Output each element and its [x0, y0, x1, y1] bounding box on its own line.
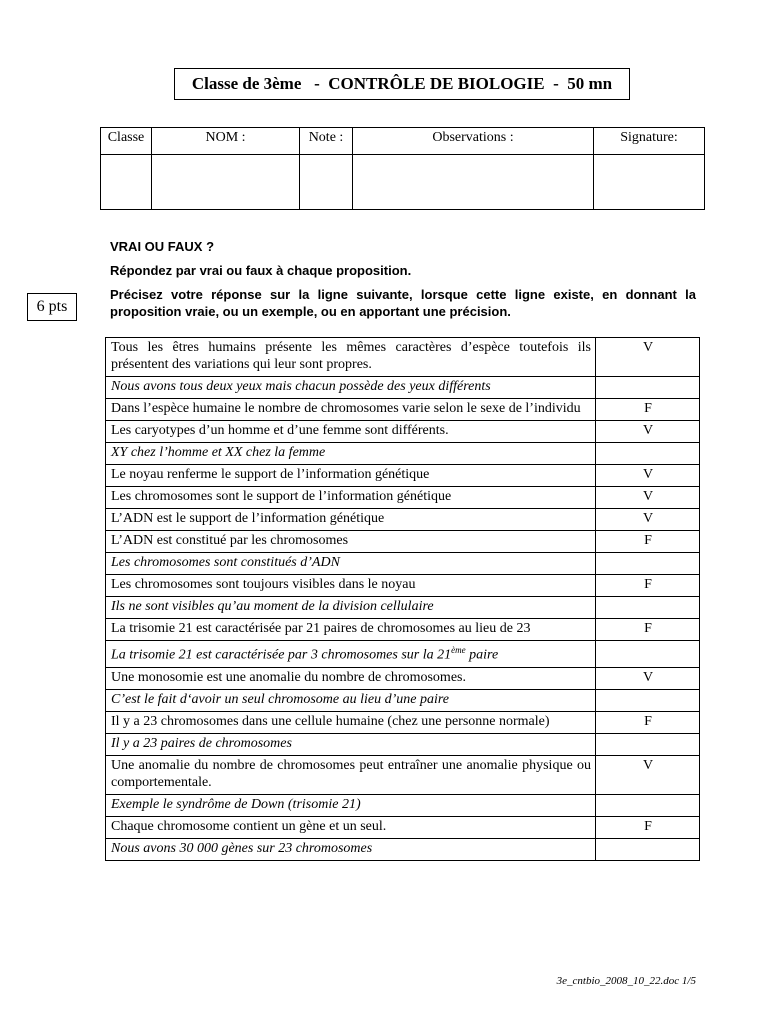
table-row [106, 794, 700, 816]
statement-cell: Tous les êtres humains présente les mêmes caractères d’espèce toutefois ils présentent des variations qui leur sont propres. [106, 338, 596, 377]
statement-cell: La trisomie 21 est caractérisée par 21 paires de chromosomes au lieu de 23 [106, 619, 596, 641]
true-false-table [105, 337, 700, 861]
header-observations: Observations : [353, 128, 594, 155]
answer-cell: F [596, 711, 700, 733]
correction-cell: Il y a 23 paires de chromosomes [106, 733, 596, 755]
instruction-line-1: Répondez par vrai ou faux à chaque proposition. [110, 263, 412, 278]
answer-cell [596, 553, 700, 575]
table-row [106, 531, 700, 553]
table-row [106, 338, 700, 377]
table-row [106, 816, 700, 838]
table-row [106, 377, 700, 399]
correction-cell: XY chez l’homme et XX chez la femme [106, 443, 596, 465]
statement-cell: Une monosomie est une anomalie du nombre de chromosomes. [106, 667, 596, 689]
table-row [106, 443, 700, 465]
statement-cell: Les chromosomes sont le support de l’information génétique [106, 487, 596, 509]
table-row [106, 689, 700, 711]
correction-cell: Ils ne sont visibles qu’au moment de la division cellulaire [106, 597, 596, 619]
answer-cell: F [596, 399, 700, 421]
answer-cell: V [596, 338, 700, 377]
statement-cell: Le noyau renferme le support de l’information génétique [106, 465, 596, 487]
nom-cell [152, 155, 300, 210]
statement-cell: Il y a 23 chromosomes dans une cellule humaine (chez une personne normale) [106, 711, 596, 733]
table-row [106, 733, 700, 755]
answer-cell: V [596, 487, 700, 509]
answer-cell: F [596, 619, 700, 641]
table-row [106, 399, 700, 421]
points-badge: 6 pts [27, 293, 77, 321]
statement-cell: L’ADN est le support de l’information génétique [106, 509, 596, 531]
header-nom: NOM : [152, 128, 300, 155]
correction-cell: Nous avons tous deux yeux mais chacun possède des yeux différents [106, 377, 596, 399]
answer-cell: V [596, 465, 700, 487]
answer-cell [596, 377, 700, 399]
header-classe: Classe [101, 128, 152, 155]
table-row [106, 575, 700, 597]
table-row [106, 838, 700, 860]
statement-cell: Les caryotypes d’un homme et d’une femme sont différents. [106, 421, 596, 443]
statement-cell: Dans l’espèce humaine le nombre de chromosomes varie selon le sexe de l’individu [106, 399, 596, 421]
table-row [106, 597, 700, 619]
correction-cell: Nous avons 30 000 gènes sur 23 chromosomes [106, 838, 596, 860]
page-title: Classe de 3ème - CONTRÔLE DE BIOLOGIE - 50 mn [174, 68, 630, 100]
instruction-line-2: Précisez votre réponse sur la ligne suivante, lorsque cette ligne existe, en donnant la proposition vraie, ou un exemple, ou en apportant une précision. [110, 287, 696, 319]
signature-cell [594, 155, 705, 210]
table-row [106, 487, 700, 509]
answer-cell [596, 838, 700, 860]
header-note: Note : [300, 128, 353, 155]
observations-cell [353, 155, 594, 210]
statement-cell: Chaque chromosome contient un gène et un seul. [106, 816, 596, 838]
correction-cell: C’est le fait d‘avoir un seul chromosome au lieu d’une paire [106, 689, 596, 711]
table-row [106, 465, 700, 487]
table-row [106, 641, 700, 668]
answer-cell: F [596, 531, 700, 553]
answer-cell [596, 689, 700, 711]
answer-cell: V [596, 667, 700, 689]
answer-cell: F [596, 816, 700, 838]
answer-cell [596, 597, 700, 619]
classe-cell [101, 155, 152, 210]
table-row [106, 619, 700, 641]
table-row [106, 667, 700, 689]
answer-cell [596, 733, 700, 755]
student-info-table [100, 127, 705, 210]
footer-filename: 3e_cntbio_2008_10_22.doc 1/5 [556, 975, 696, 987]
correction-cell: La trisomie 21 est caractérisée par 3 chromosomes sur la 21ème paire [106, 641, 596, 668]
section-heading: VRAI OU FAUX ? [110, 239, 215, 254]
answer-cell: F [596, 575, 700, 597]
table-row [106, 755, 700, 794]
table-row [106, 711, 700, 733]
answer-cell [596, 443, 700, 465]
correction-cell: Exemple le syndrôme de Down (trisomie 21) [106, 794, 596, 816]
table-row [106, 421, 700, 443]
note-cell [300, 155, 353, 210]
answer-cell: V [596, 421, 700, 443]
header-signature: Signature: [594, 128, 705, 155]
table-row [106, 553, 700, 575]
answer-cell [596, 641, 700, 668]
answer-cell: V [596, 509, 700, 531]
correction-cell: Les chromosomes sont constitués d’ADN [106, 553, 596, 575]
statement-cell: L’ADN est constitué par les chromosomes [106, 531, 596, 553]
statement-cell: Les chromosomes sont toujours visibles dans le noyau [106, 575, 596, 597]
statement-cell: Une anomalie du nombre de chromosomes peut entraîner une anomalie physique ou comportementale. [106, 755, 596, 794]
answer-cell [596, 794, 700, 816]
table-row [106, 509, 700, 531]
answer-cell: V [596, 755, 700, 794]
